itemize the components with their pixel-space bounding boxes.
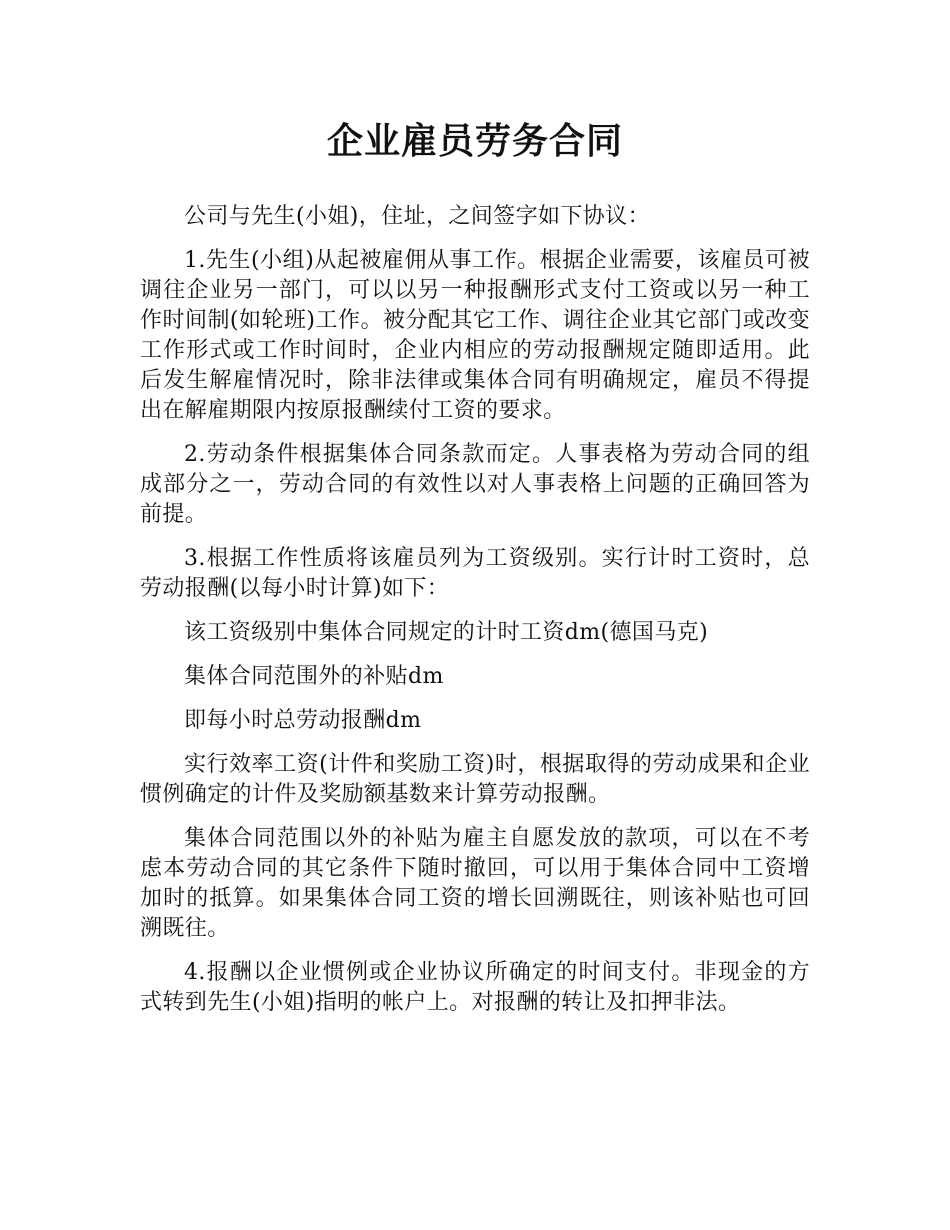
paragraph-clause-3: 3.根据工作性质将该雇员列为工资级别。实行计时工资时，总劳动报酬(以每小时计算)如下： <box>140 546 810 601</box>
paragraph-clause-4: 4.报酬以企业惯例或企业协议所确定的时间支付。非现金的方式转到先生(小姐)指明的帐户上。对报酬的转让及扣押非法。 <box>140 960 810 1015</box>
paragraph-hourly-wage: 该工资级别中集体合同规定的计时工资dm(德国马克) <box>184 620 709 645</box>
paragraph-clause-1: 1.先生(小组)从起被雇佣从事工作。根据企业需要，该雇员可被调往企业另一部门，可以以另一种报酬形式支付工资或以另一种工作时间制(如轮班)工作。被分配其它工作、调往企业其它部门或改变工作形式或工作时间时，企业内相应的劳动报酬规定随即适用。此后发生解雇情况时，除非法律或集体合同有明确规定，雇员不得提出在解雇期限内按原报酬续付工资的要求。 <box>140 248 810 423</box>
paragraph-voluntary-allowance: 集体合同范围以外的补贴为雇主自愿发放的款项，可以在不考虑本劳动合同的其它条件下随时撤回，可以用于集体合同中工资增加时的抵算。如果集体合同工资的增长回溯既往，则该补贴也可回溯既往。 <box>140 826 810 941</box>
paragraph-intro: 公司与先生(小姐)，住址，之间签字如下协议： <box>184 204 650 229</box>
paragraph-total-hourly: 即每小时总劳动报酬dm <box>184 708 422 733</box>
document-title: 企业雇员劳务合同 <box>326 121 623 162</box>
paragraph-piece-rate: 实行效率工资(计件和奖励工资)时，根据取得的劳动成果和企业惯例确定的计件及奖励额基数来计算劳动报酬。 <box>140 752 810 807</box>
paragraph-clause-2: 2.劳动条件根据集体合同条款而定。人事表格为劳动合同的组成部分之一，劳动合同的有效性以对人事表格上问题的正确回答为前提。 <box>140 442 810 527</box>
paragraph-allowance: 集体合同范围外的补贴dm <box>184 664 444 689</box>
